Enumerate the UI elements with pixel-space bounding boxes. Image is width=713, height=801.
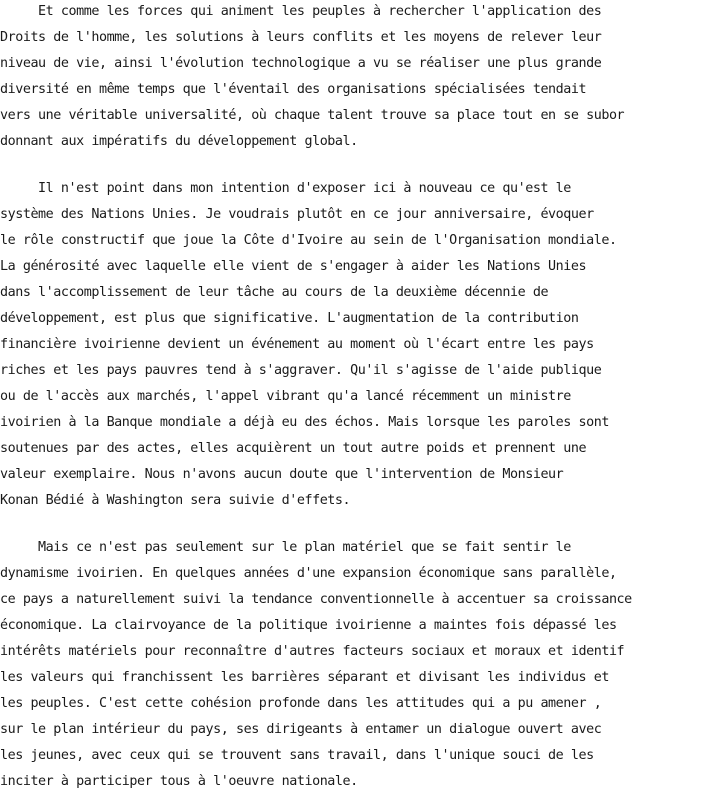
text-line: sur le plan intérieur du pays, ses dirigeants à entamer un dialogue ouvert avec bbox=[0, 722, 602, 737]
text-line: Droits de l'homme, les solutions à leurs conflits et les moyens de relever leur bbox=[0, 30, 602, 45]
text-line: valeur exemplaire. Nous n'avons aucun doute que l'intervention de Monsieur bbox=[0, 467, 564, 482]
text-line: les jeunes, avec ceux qui se trouvent sans travail, dans l'unique souci de les bbox=[0, 748, 594, 763]
text-line: le rôle constructif que joue la Côte d'Ivoire au sein de l'Organisation mondiale. bbox=[0, 233, 617, 248]
text-line: niveau de vie, ainsi l'évolution technologique a vu se réaliser une plus grande bbox=[0, 56, 602, 71]
text-line: les valeurs qui franchissent les barrières séparant et divisant les individus et bbox=[0, 670, 609, 685]
text-line: Et comme les forces qui animent les peuples à rechercher l'application des bbox=[0, 4, 602, 19]
text-line: ivoirien à la Banque mondiale a déjà eu des échos. Mais lorsque les paroles sont bbox=[0, 415, 609, 430]
text-line: ce pays a naturellement suivi la tendance conventionnelle à accentuer sa croissance bbox=[0, 592, 632, 607]
text-line: donnant aux impératifs du développement global. bbox=[0, 134, 358, 149]
text-line: soutenues par des actes, elles acquièrent un tout autre poids et prennent une bbox=[0, 441, 587, 456]
text-line: dans l'accomplissement de leur tâche au cours de la deuxième décennie de bbox=[0, 285, 549, 300]
text-line: inciter à participer tous à l'oeuvre nationale. bbox=[0, 774, 358, 789]
text-line: développement, est plus que significative. L'augmentation de la contribution bbox=[0, 311, 579, 326]
text-line: diversité en même temps que l'éventail des organisations spécialisées tendait bbox=[0, 82, 587, 97]
text-line: vers une véritable universalité, où chaque talent trouve sa place tout en se subor bbox=[0, 108, 625, 123]
text-line: dynamisme ivoirien. En quelques années d'une expansion économique sans parallèle, bbox=[0, 566, 617, 581]
text-line: système des Nations Unies. Je voudrais plutôt en ce jour anniversaire, évoquer bbox=[0, 207, 594, 222]
text-line: Il n'est point dans mon intention d'exposer ici à nouveau ce qu'est le bbox=[0, 181, 571, 196]
text-line: intérêts matériels pour reconnaître d'autres facteurs sociaux et moraux et identif bbox=[0, 644, 625, 659]
text-line: riches et les pays pauvres tend à s'aggraver. Qu'il s'agisse de l'aide publique bbox=[0, 363, 602, 378]
text-line: financière ivoirienne devient un événement au moment où l'écart entre les pays bbox=[0, 337, 594, 352]
text-line: Konan Bédié à Washington sera suivie d'effets. bbox=[0, 493, 351, 508]
text-line: La générosité avec laquelle elle vient de s'engager à aider les Nations Unies bbox=[0, 259, 587, 274]
text-line: économique. La clairvoyance de la politique ivoirienne a maintes fois dépassé les bbox=[0, 618, 617, 633]
text-line: les peuples. C'est cette cohésion profonde dans les attitudes qui a pu amener , bbox=[0, 696, 602, 711]
text-line: ou de l'accès aux marchés, l'appel vibrant qu'a lancé récemment un ministre bbox=[0, 389, 571, 404]
text-line: Mais ce n'est pas seulement sur le plan matériel que se fait sentir le bbox=[0, 540, 571, 555]
